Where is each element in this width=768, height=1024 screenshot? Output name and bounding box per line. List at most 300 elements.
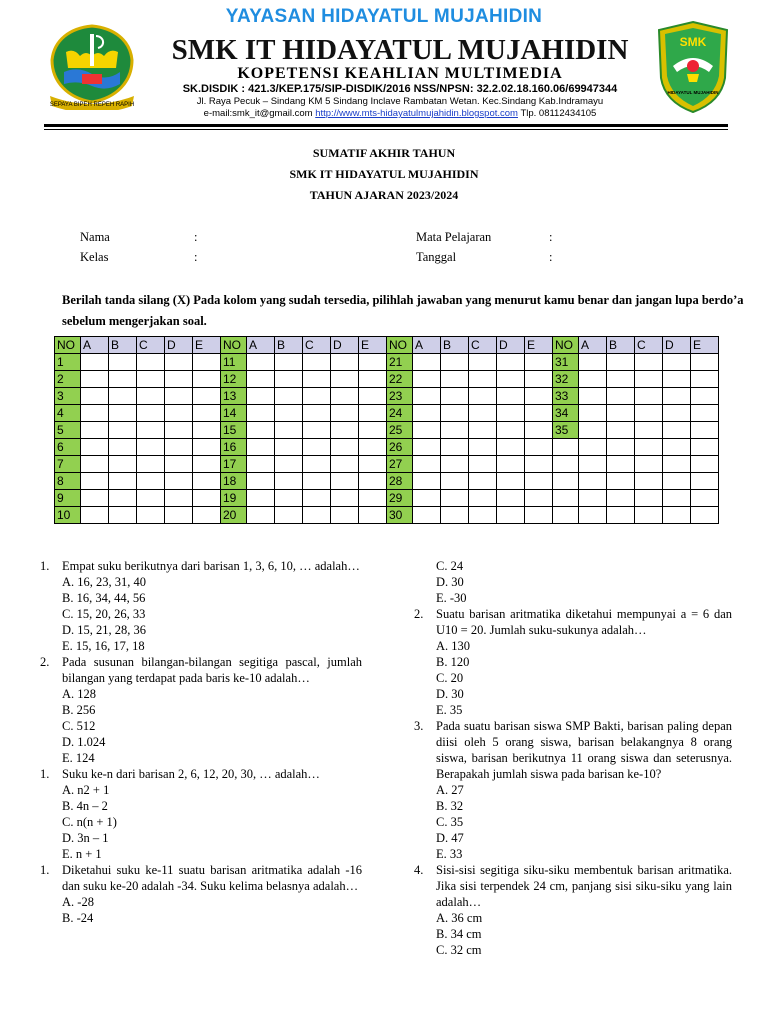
header-rule-thick xyxy=(44,124,728,127)
answer-cell[interactable] xyxy=(635,388,663,405)
answer-cell[interactable] xyxy=(579,405,607,422)
grid-header-option: D xyxy=(331,337,359,354)
answer-option: A. n2 + 1 xyxy=(62,783,110,797)
answer-option: E. 15, 16, 17, 18 xyxy=(62,639,145,653)
date-label: Tanggal xyxy=(416,250,457,264)
answer-cell[interactable] xyxy=(525,371,553,388)
answer-cell[interactable] xyxy=(497,456,525,473)
answer-cell[interactable] xyxy=(137,371,165,388)
grid-question-number xyxy=(553,473,579,490)
answer-option: B. 32 xyxy=(436,799,464,813)
answer-cell[interactable] xyxy=(275,354,303,371)
question-number: 1. xyxy=(40,767,50,781)
answer-option: D. 15, 21, 28, 36 xyxy=(62,623,147,637)
answer-cell[interactable] xyxy=(691,405,719,422)
website-link[interactable]: http://www.mts-hidayatulmujahidin.blogspot.com xyxy=(315,108,518,119)
answer-cell[interactable] xyxy=(303,388,331,405)
answer-cell[interactable] xyxy=(81,439,109,456)
contact-line xyxy=(140,108,660,119)
answer-option: B. -24 xyxy=(62,911,94,925)
answer-cell[interactable] xyxy=(691,422,719,439)
answer-cell[interactable] xyxy=(469,371,497,388)
answer-cell[interactable] xyxy=(525,439,553,456)
answer-cell[interactable] xyxy=(469,405,497,422)
question-number: 1. xyxy=(40,863,50,877)
grid-header-option: E xyxy=(691,337,719,354)
answer-cell[interactable] xyxy=(663,354,691,371)
answer-cell[interactable] xyxy=(81,388,109,405)
answer-cell[interactable] xyxy=(303,507,331,524)
question-item xyxy=(414,606,732,718)
answer-cell[interactable] xyxy=(469,388,497,405)
grid-question-number: 30 xyxy=(387,507,413,524)
answer-cell[interactable] xyxy=(331,439,359,456)
answer-cell[interactable] xyxy=(413,388,441,405)
grid-question-number: 12 xyxy=(221,371,247,388)
answer-cell[interactable] xyxy=(691,371,719,388)
grid-header-option: D xyxy=(663,337,691,354)
grid-question-number: 33 xyxy=(553,388,579,405)
header-rule-thin xyxy=(44,129,728,130)
subject-colon: : xyxy=(549,230,553,244)
answer-cell[interactable] xyxy=(81,507,109,524)
answer-cell[interactable] xyxy=(165,473,193,490)
grid-question-number: 25 xyxy=(387,422,413,439)
grid-header-option: D xyxy=(165,337,193,354)
answer-cell[interactable] xyxy=(579,439,607,456)
grid-question-number: 32 xyxy=(553,371,579,388)
answer-cell[interactable] xyxy=(635,473,663,490)
instruction-text: Berilah tanda silang (X) Pada kolom yang sudah tersedia, pilihlah jawaban yang menurut kamu benar dan jangan lupa berdo’a sebelum mengerjakan soal. xyxy=(62,293,744,328)
answer-cell[interactable] xyxy=(497,439,525,456)
grid-header-row xyxy=(55,337,719,354)
answer-cell[interactable] xyxy=(247,422,275,439)
answer-cell[interactable] xyxy=(441,422,469,439)
answer-cell[interactable] xyxy=(497,371,525,388)
grid-header-option: D xyxy=(497,337,525,354)
answer-cell[interactable] xyxy=(81,354,109,371)
grid-question-number: 3 xyxy=(55,388,81,405)
answer-cell[interactable] xyxy=(607,388,635,405)
answer-cell[interactable] xyxy=(663,473,691,490)
answer-cell[interactable] xyxy=(441,507,469,524)
answer-cell[interactable] xyxy=(359,490,387,507)
grid-header-option: E xyxy=(525,337,553,354)
answer-cell[interactable] xyxy=(275,371,303,388)
answer-cell[interactable] xyxy=(109,507,137,524)
answer-cell[interactable] xyxy=(441,473,469,490)
grid-question-number: 7 xyxy=(55,456,81,473)
answer-cell[interactable] xyxy=(331,456,359,473)
answer-cell[interactable] xyxy=(635,507,663,524)
answer-option: A. 16, 23, 31, 40 xyxy=(62,575,147,589)
answer-cell[interactable] xyxy=(469,507,497,524)
answer-cell[interactable] xyxy=(193,422,221,439)
question-item xyxy=(414,862,732,958)
answer-cell[interactable] xyxy=(441,371,469,388)
question-item xyxy=(40,862,362,926)
answer-cell[interactable] xyxy=(413,354,441,371)
grid-header-option: C xyxy=(137,337,165,354)
answer-cell[interactable] xyxy=(275,405,303,422)
answer-option: E. 33 xyxy=(436,847,463,861)
question-text: Diketahui suku ke-11 suatu barisan aritmatika adalah -16 dan suku ke-20 adalah -34. Suku kelima belasnya adalah… xyxy=(62,863,362,893)
answer-cell[interactable] xyxy=(497,473,525,490)
answer-option: D. 1.024 xyxy=(62,735,106,749)
answer-cell[interactable] xyxy=(275,456,303,473)
answer-cell[interactable] xyxy=(275,490,303,507)
answer-cell[interactable] xyxy=(663,456,691,473)
competency-line: KOPETENSI KEAHLIAN MULTIMEDIA xyxy=(237,65,563,82)
answer-cell[interactable] xyxy=(691,473,719,490)
question-text: Suatu barisan aritmatika diketahui mempunyai a = 6 dan U10 = 20. Jumlah suku-sukunya adalah… xyxy=(436,607,732,637)
answer-cell[interactable] xyxy=(635,371,663,388)
grid-question-number: 10 xyxy=(55,507,81,524)
grid-question-number: 2 xyxy=(55,371,81,388)
answer-cell[interactable] xyxy=(165,422,193,439)
answer-option: B. 16, 34, 44, 56 xyxy=(62,591,146,605)
grid-question-number: 13 xyxy=(221,388,247,405)
answer-cell[interactable] xyxy=(579,507,607,524)
answer-cell[interactable] xyxy=(303,405,331,422)
answer-cell[interactable] xyxy=(193,371,221,388)
answer-cell[interactable] xyxy=(137,388,165,405)
answer-cell[interactable] xyxy=(81,405,109,422)
answer-cell[interactable] xyxy=(497,388,525,405)
answer-cell[interactable] xyxy=(109,490,137,507)
grid-question-number xyxy=(553,456,579,473)
answer-cell[interactable] xyxy=(469,354,497,371)
answer-cell[interactable] xyxy=(579,490,607,507)
grid-row xyxy=(55,507,719,524)
answer-cell[interactable] xyxy=(635,354,663,371)
answer-cell[interactable] xyxy=(331,422,359,439)
grid-header-option: B xyxy=(607,337,635,354)
grid-row xyxy=(55,439,719,456)
answer-cell[interactable] xyxy=(109,388,137,405)
answer-cell[interactable] xyxy=(303,422,331,439)
answer-cell[interactable] xyxy=(413,371,441,388)
answer-cell[interactable] xyxy=(137,456,165,473)
answer-cell[interactable] xyxy=(607,507,635,524)
answer-cell[interactable] xyxy=(303,371,331,388)
phone-text: Tlp. 08112434105 xyxy=(520,108,597,119)
question-item xyxy=(40,558,362,654)
answer-cell[interactable] xyxy=(413,405,441,422)
answer-cell[interactable] xyxy=(247,405,275,422)
answer-cell[interactable] xyxy=(137,490,165,507)
grid-question-number: 6 xyxy=(55,439,81,456)
answer-cell[interactable] xyxy=(109,354,137,371)
answer-cell[interactable] xyxy=(691,456,719,473)
answer-cell[interactable] xyxy=(81,456,109,473)
answer-cell[interactable] xyxy=(691,490,719,507)
answer-cell[interactable] xyxy=(469,439,497,456)
answer-cell[interactable] xyxy=(525,507,553,524)
answer-cell[interactable] xyxy=(193,473,221,490)
answer-cell[interactable] xyxy=(525,490,553,507)
answer-cell[interactable] xyxy=(247,354,275,371)
answer-cell[interactable] xyxy=(165,371,193,388)
answer-cell[interactable] xyxy=(193,354,221,371)
answer-cell[interactable] xyxy=(137,507,165,524)
answer-cell[interactable] xyxy=(331,507,359,524)
answer-cell[interactable] xyxy=(303,456,331,473)
answer-cell[interactable] xyxy=(607,354,635,371)
answer-cell[interactable] xyxy=(497,490,525,507)
answer-option: D. 3n – 1 xyxy=(62,831,109,845)
answer-cell[interactable] xyxy=(109,473,137,490)
answer-option: A. -28 xyxy=(62,895,94,909)
grid-header-no: NO xyxy=(55,337,81,354)
answer-cell[interactable] xyxy=(663,388,691,405)
answer-cell[interactable] xyxy=(331,354,359,371)
answer-cell[interactable] xyxy=(165,507,193,524)
answer-cell[interactable] xyxy=(359,439,387,456)
grid-question-number: 20 xyxy=(221,507,247,524)
grid-question-number: 11 xyxy=(221,354,247,371)
grid-header-no: NO xyxy=(553,337,579,354)
answer-cell[interactable] xyxy=(607,490,635,507)
answer-cell[interactable] xyxy=(441,354,469,371)
answer-cell[interactable] xyxy=(193,405,221,422)
answer-cell[interactable] xyxy=(331,388,359,405)
grid-header-option: A xyxy=(579,337,607,354)
grid-row xyxy=(55,456,719,473)
answer-cell[interactable] xyxy=(193,388,221,405)
answer-option: E. 124 xyxy=(62,751,95,765)
answer-cell[interactable] xyxy=(359,507,387,524)
answer-cell[interactable] xyxy=(607,456,635,473)
answer-option: B. 4n – 2 xyxy=(62,799,108,813)
answer-cell[interactable] xyxy=(579,456,607,473)
grid-header-option: E xyxy=(193,337,221,354)
answer-cell[interactable] xyxy=(691,354,719,371)
answer-cell[interactable] xyxy=(663,422,691,439)
answer-cell[interactable] xyxy=(579,354,607,371)
answer-cell[interactable] xyxy=(441,405,469,422)
answer-cell[interactable] xyxy=(635,422,663,439)
answer-cell[interactable] xyxy=(275,388,303,405)
answer-cell[interactable] xyxy=(635,490,663,507)
answer-cell[interactable] xyxy=(165,405,193,422)
answer-cell[interactable] xyxy=(359,371,387,388)
answer-cell[interactable] xyxy=(413,473,441,490)
grid-question-number: 31 xyxy=(553,354,579,371)
question-number: 1. xyxy=(40,559,50,573)
answer-cell[interactable] xyxy=(137,422,165,439)
foundation-name: YAYASAN HIDAYATUL MUJAHIDIN xyxy=(225,6,543,27)
answer-cell[interactable] xyxy=(469,490,497,507)
class-label: Kelas xyxy=(80,250,109,264)
answer-cell[interactable] xyxy=(303,473,331,490)
answer-cell[interactable] xyxy=(275,439,303,456)
answer-cell[interactable] xyxy=(359,473,387,490)
answer-cell[interactable] xyxy=(109,456,137,473)
answer-option: C. 20 xyxy=(436,671,464,685)
answer-cell[interactable] xyxy=(109,371,137,388)
answer-cell[interactable] xyxy=(691,439,719,456)
answer-cell[interactable] xyxy=(607,405,635,422)
answer-cell[interactable] xyxy=(331,371,359,388)
answer-option: C. n(n + 1) xyxy=(62,815,117,829)
answer-cell[interactable] xyxy=(247,388,275,405)
answer-option: E. 35 xyxy=(436,703,463,717)
right-logo-title: SMK xyxy=(679,35,707,49)
answer-cell[interactable] xyxy=(303,354,331,371)
answer-cell[interactable] xyxy=(525,456,553,473)
grid-header-option: B xyxy=(275,337,303,354)
grid-header-option: C xyxy=(635,337,663,354)
answer-cell[interactable] xyxy=(137,405,165,422)
answer-cell[interactable] xyxy=(247,507,275,524)
answer-cell[interactable] xyxy=(469,456,497,473)
answer-cell[interactable] xyxy=(441,388,469,405)
answer-cell[interactable] xyxy=(81,422,109,439)
answer-cell[interactable] xyxy=(413,490,441,507)
answer-cell[interactable] xyxy=(635,439,663,456)
answer-cell[interactable] xyxy=(579,371,607,388)
answer-cell[interactable] xyxy=(691,388,719,405)
answer-cell[interactable] xyxy=(663,507,691,524)
right-smk-logo xyxy=(657,20,729,114)
grid-question-number: 26 xyxy=(387,439,413,456)
answer-cell[interactable] xyxy=(469,473,497,490)
answer-cell[interactable] xyxy=(635,405,663,422)
answer-cell[interactable] xyxy=(663,371,691,388)
grid-row xyxy=(55,405,719,422)
grid-question-number: 14 xyxy=(221,405,247,422)
answer-cell[interactable] xyxy=(137,473,165,490)
left-logo-motto: SEPAYA BIPEH REPEH RAPIH xyxy=(49,102,135,108)
answer-cell[interactable] xyxy=(331,405,359,422)
grid-row xyxy=(55,354,719,371)
question-continuation xyxy=(414,558,732,606)
grid-question-number: 17 xyxy=(221,456,247,473)
answer-cell[interactable] xyxy=(525,405,553,422)
grid-question-number: 21 xyxy=(387,354,413,371)
answer-cell[interactable] xyxy=(579,388,607,405)
answer-cell[interactable] xyxy=(359,388,387,405)
answer-cell[interactable] xyxy=(663,490,691,507)
answer-cell[interactable] xyxy=(413,456,441,473)
answer-cell[interactable] xyxy=(359,422,387,439)
grid-question-number: 27 xyxy=(387,456,413,473)
answer-cell[interactable] xyxy=(109,405,137,422)
exam-school: SMK IT HIDAYATUL MUJAHIDIN xyxy=(289,167,479,181)
grid-header-option: C xyxy=(469,337,497,354)
answer-cell[interactable] xyxy=(413,422,441,439)
answer-cell[interactable] xyxy=(691,507,719,524)
answer-cell[interactable] xyxy=(81,490,109,507)
answer-cell[interactable] xyxy=(165,388,193,405)
answer-cell[interactable] xyxy=(193,456,221,473)
answer-cell[interactable] xyxy=(663,439,691,456)
grid-question-number: 1 xyxy=(55,354,81,371)
answer-cell[interactable] xyxy=(81,371,109,388)
answer-cell[interactable] xyxy=(579,473,607,490)
answer-cell[interactable] xyxy=(607,473,635,490)
answer-cell[interactable] xyxy=(247,490,275,507)
answer-cell[interactable] xyxy=(193,507,221,524)
answer-cell[interactable] xyxy=(359,354,387,371)
grid-header-option: A xyxy=(413,337,441,354)
answer-cell[interactable] xyxy=(275,422,303,439)
grid-header-option: A xyxy=(81,337,109,354)
answer-cell[interactable] xyxy=(579,422,607,439)
questions-right-column xyxy=(414,558,732,958)
answer-option: E. -30 xyxy=(436,591,467,605)
grid-header-no: NO xyxy=(221,337,247,354)
answer-cell[interactable] xyxy=(497,354,525,371)
answer-cell[interactable] xyxy=(525,422,553,439)
answer-cell[interactable] xyxy=(359,456,387,473)
answer-cell[interactable] xyxy=(413,439,441,456)
answer-cell[interactable] xyxy=(193,439,221,456)
answer-cell[interactable] xyxy=(525,473,553,490)
answer-cell[interactable] xyxy=(441,490,469,507)
answer-cell[interactable] xyxy=(607,422,635,439)
answer-cell[interactable] xyxy=(497,405,525,422)
answer-option: C. 35 xyxy=(436,815,464,829)
answer-cell[interactable] xyxy=(441,456,469,473)
subject-label: Mata Pelajaran xyxy=(416,230,492,244)
answer-cell[interactable] xyxy=(359,405,387,422)
answer-cell[interactable] xyxy=(247,371,275,388)
answer-cell[interactable] xyxy=(165,490,193,507)
answer-cell[interactable] xyxy=(331,490,359,507)
answer-cell[interactable] xyxy=(275,473,303,490)
answer-cell[interactable] xyxy=(663,405,691,422)
answer-cell[interactable] xyxy=(247,473,275,490)
answer-cell[interactable] xyxy=(109,422,137,439)
answer-cell[interactable] xyxy=(109,439,137,456)
answer-cell[interactable] xyxy=(247,456,275,473)
answer-cell[interactable] xyxy=(413,507,441,524)
question-number: 3. xyxy=(414,719,424,733)
answer-cell[interactable] xyxy=(607,439,635,456)
answer-cell[interactable] xyxy=(275,507,303,524)
grid-row xyxy=(55,371,719,388)
answer-cell[interactable] xyxy=(303,490,331,507)
question-number: 2. xyxy=(414,607,424,621)
grid-question-number: 9 xyxy=(55,490,81,507)
answer-cell[interactable] xyxy=(525,388,553,405)
answer-cell[interactable] xyxy=(331,473,359,490)
answer-cell[interactable] xyxy=(137,439,165,456)
grid-question-number: 34 xyxy=(553,405,579,422)
grid-question-number: 18 xyxy=(221,473,247,490)
answer-cell[interactable] xyxy=(469,422,497,439)
answer-cell[interactable] xyxy=(193,490,221,507)
answer-cell[interactable] xyxy=(525,354,553,371)
answer-option: D. 30 xyxy=(436,687,464,701)
answer-cell[interactable] xyxy=(497,507,525,524)
answer-cell[interactable] xyxy=(165,354,193,371)
answer-cell[interactable] xyxy=(247,439,275,456)
answer-cell[interactable] xyxy=(497,422,525,439)
answer-cell[interactable] xyxy=(441,439,469,456)
answer-cell[interactable] xyxy=(165,456,193,473)
answer-cell[interactable] xyxy=(607,371,635,388)
answer-cell[interactable] xyxy=(303,439,331,456)
answer-cell[interactable] xyxy=(635,456,663,473)
question-item xyxy=(40,766,362,862)
answer-cell[interactable] xyxy=(81,473,109,490)
answer-option: B. 256 xyxy=(62,703,96,717)
answer-cell[interactable] xyxy=(165,439,193,456)
answer-cell[interactable] xyxy=(137,354,165,371)
